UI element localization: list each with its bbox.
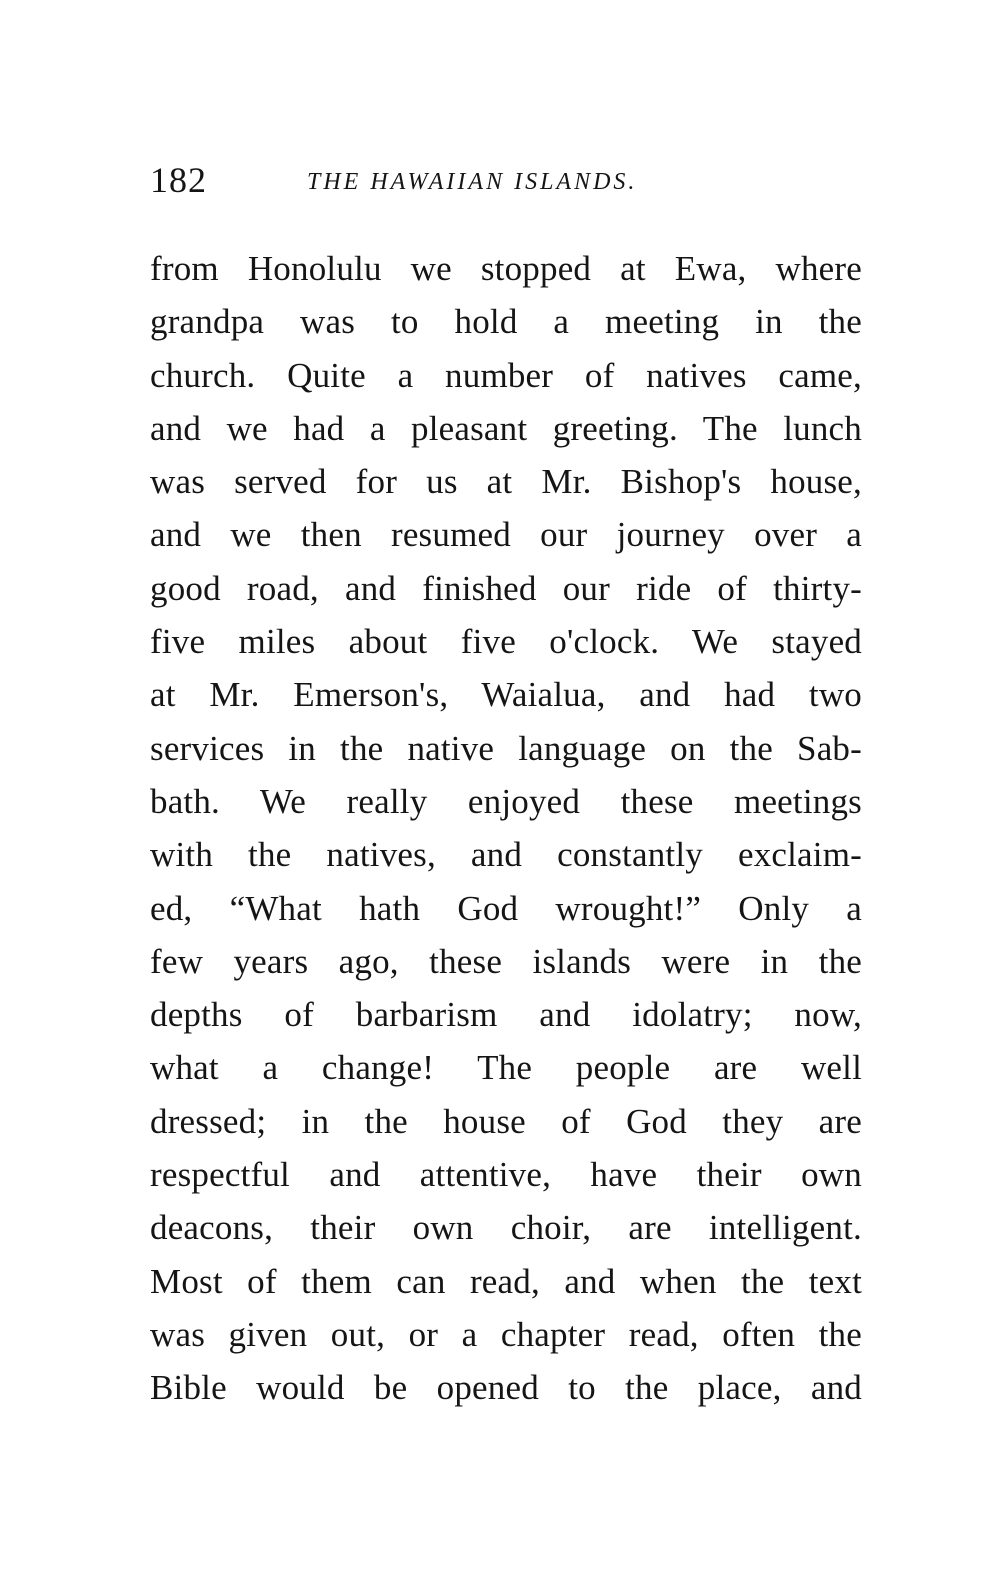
text-line: services in the native language on the Sab-	[150, 728, 862, 768]
text-line: dressed; in the house of God they are	[150, 1101, 862, 1141]
text-line: five miles about five o'clock. We stayed	[150, 622, 862, 662]
text-line: at Mr. Emerson's, Waialua, and had two	[150, 675, 862, 715]
text-line: was given out, or a chapter read, often the	[150, 1314, 862, 1354]
text-line: with the natives, and constantly exclaim-	[150, 835, 862, 875]
body-text	[150, 242, 862, 1415]
text-line: depths of barbarism and idolatry; now,	[150, 995, 862, 1035]
running-head	[150, 158, 870, 208]
text-line: from Honolulu we stopped at Ewa, where	[150, 249, 862, 288]
text-line: and we then resumed our journey over a	[150, 515, 862, 555]
text-line: grandpa was to hold a meeting in the	[150, 302, 862, 342]
running-title: THE HAWAIIAN ISLANDS.	[307, 169, 638, 195]
text-line: church. Quite a number of natives came,	[150, 355, 862, 395]
text-line: ed, “What hath God wrought!” Only a	[150, 888, 862, 928]
text-line: deacons, their own choir, are intelligent.	[150, 1208, 862, 1248]
text-line: few years ago, these islands were in the	[150, 941, 862, 981]
text-line: Most of them can read, and when the text	[150, 1261, 862, 1301]
text-line: and we had a pleasant greeting. The lunch	[150, 408, 862, 448]
text-line: was served for us at Mr. Bishop's house,	[150, 462, 862, 502]
page-number: 182	[150, 160, 207, 200]
text-line: Bible would be opened to the place, and	[150, 1368, 862, 1408]
text-line: bath. We really enjoyed these meetings	[150, 781, 862, 821]
text-line: good road, and finished our ride of thirty-	[150, 568, 862, 608]
text-line: what a change! The people are well	[150, 1048, 862, 1088]
text-line: respectful and attentive, have their own	[150, 1155, 862, 1195]
